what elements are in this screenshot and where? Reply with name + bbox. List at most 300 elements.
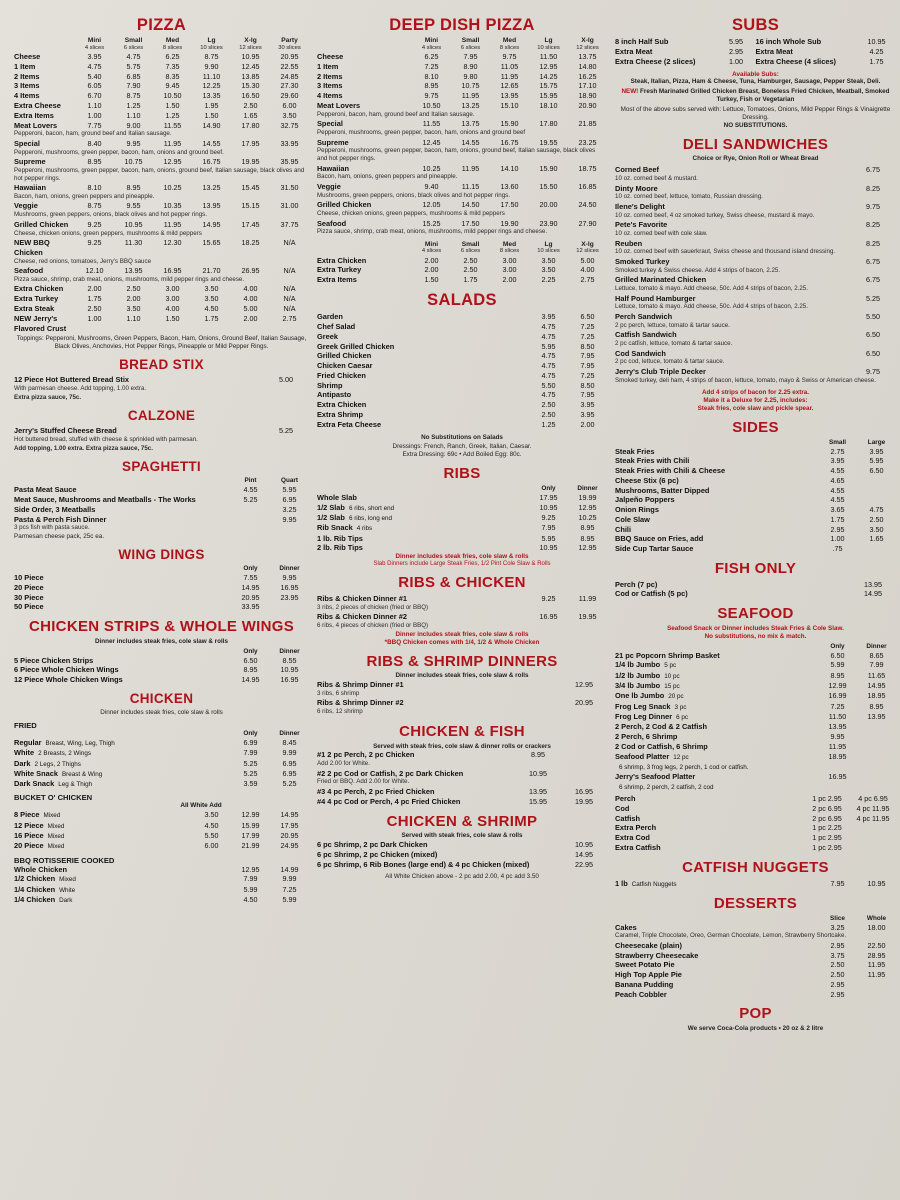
item-price: 19.90	[500, 218, 519, 228]
item-price: 6.75	[866, 256, 880, 266]
header-size: X-lg	[581, 37, 594, 45]
item-price: 17.50	[461, 218, 480, 228]
item-desc: 6 ribs, 12 shrimp	[317, 708, 363, 716]
item-name: Jerry's Stuffed Cheese Bread	[14, 426, 117, 436]
table-row	[14, 810, 309, 820]
item-price: 13.95	[828, 722, 847, 732]
item-name: Extra Cheese (4 slices)	[755, 56, 837, 66]
item-price: 14.55	[461, 137, 480, 147]
item-desc: 3 ribs, 2 pieces of chicken (fried or BBQ)	[317, 603, 429, 611]
item-name: Jalpeño Poppers	[615, 495, 675, 505]
item-desc: Bacon, ham, onions, green peppers and pineapple.	[14, 192, 155, 200]
section-title-pop: POP	[739, 1005, 772, 1023]
table-row	[14, 91, 309, 101]
item-name: 1/4 Chicken Dark	[14, 895, 73, 905]
item-description-row	[317, 210, 607, 219]
salads-note-1: No Substitutions on Salads	[421, 433, 503, 441]
item-name: Catfish Sandwich	[615, 330, 677, 340]
item-price: 13.60	[500, 181, 519, 191]
item-name: Shrimp	[317, 380, 343, 390]
table-row	[14, 769, 309, 779]
item-price: 11.95	[461, 163, 480, 173]
chicken-shrimp-table	[317, 840, 607, 869]
item-price: 2.95	[830, 979, 845, 989]
item-price: 17.80	[539, 119, 558, 129]
item-desc: Pepperoni, bacon, ham, ground beef and Italian sausage.	[317, 110, 475, 118]
table-row	[317, 322, 607, 332]
item-desc: Breast & Wing	[61, 770, 103, 778]
item-price: 1.65	[243, 110, 258, 120]
item-desc: 2 Breasts, 2 Wings	[38, 750, 91, 758]
item-desc: Mixed	[47, 843, 65, 851]
item-name: Extra Shrimp	[317, 409, 364, 419]
ribs-headers	[317, 485, 607, 492]
item-desc: 3 ribs, 6 shrimp	[317, 689, 360, 697]
item-note-row	[14, 445, 309, 454]
item-name	[615, 782, 818, 792]
section-title-ribs-shrimp: RIBS & SHRIMP DINNERS	[366, 652, 558, 670]
item-price: 18.95	[867, 691, 886, 701]
item-price: 13.85	[241, 71, 260, 81]
item-price: 12.65	[500, 81, 519, 91]
item-price: N/A	[283, 294, 296, 304]
item-price: 10.95	[241, 52, 260, 62]
item-name: Greek	[317, 331, 338, 341]
item-price: 6.25	[424, 52, 439, 62]
section-title-calzone: CALZONE	[127, 408, 196, 424]
item-name: Cole Slaw	[615, 514, 650, 524]
item-description-row	[14, 230, 309, 239]
item-price: 10.50	[163, 91, 182, 101]
header-slices: 12 slices	[576, 44, 599, 51]
item-description-row	[615, 340, 896, 349]
item-subnote: Fried or BBQ. Add 2.00 for White.	[317, 778, 410, 786]
table-row	[317, 219, 607, 229]
table-row	[317, 182, 607, 192]
chicken-strips-subtitle: Dinner includes steak fries, cole slaw & rolls	[95, 637, 228, 645]
table-row	[615, 742, 896, 752]
item-price: 1.25	[126, 101, 141, 110]
item-price: 3.95	[580, 409, 595, 419]
item-desc: Pepperoni, mushrooms, green pepper, bacon, ham, onions and ground beef.	[14, 148, 224, 156]
item-name: Fried Chicken	[317, 370, 366, 380]
item-price: 8.75	[204, 52, 219, 62]
item-name: Ribs & Chicken Dinner #1	[317, 594, 407, 604]
item-price: 3.00	[502, 255, 517, 265]
item-price: 9.25	[87, 238, 102, 248]
chicken-fish-subtitle: Served with steak fries, cole slaw & dinner rolls or crackers	[373, 742, 551, 750]
table-row	[14, 375, 309, 385]
table-row	[615, 466, 896, 476]
item-price	[857, 980, 896, 990]
item-name: NEW BBQ Chicken	[14, 238, 50, 257]
header-small: Small	[828, 438, 847, 446]
header-size: Small	[124, 37, 143, 45]
item-price: 23.25	[578, 137, 597, 147]
section-title-seafood: SEAFOOD	[717, 605, 794, 623]
header-large: Large	[867, 438, 886, 446]
item-price: 8.95	[580, 523, 595, 533]
item-price	[857, 752, 896, 762]
table-row	[14, 675, 309, 685]
item-name	[615, 762, 818, 772]
item-price: 5.40	[87, 71, 102, 81]
section-title-ribs: RIBS	[443, 465, 481, 483]
table-row	[615, 220, 896, 230]
item-price: 17.10	[578, 81, 597, 91]
item-price: 24.50	[578, 200, 597, 210]
item-name: Veggie	[14, 201, 38, 211]
table-row	[14, 81, 309, 91]
table-row	[615, 47, 896, 57]
item-price	[857, 772, 896, 782]
table-row	[317, 52, 607, 62]
item-name: 1/4 Chicken White	[14, 884, 76, 894]
item-price	[857, 990, 896, 1000]
item-price: 9.95	[830, 731, 845, 741]
item-price: 6.95	[282, 758, 297, 768]
item-price: 7.90	[126, 81, 141, 91]
item-desc: 6 ribs, 4 pieces of chicken (fried or BBQ)	[317, 622, 429, 630]
table-row	[14, 62, 309, 72]
item-name: 8 Piece Mixed	[14, 810, 61, 820]
table-row	[615, 782, 896, 792]
item-name: Steak Fries with Chili & Cheese	[615, 466, 726, 476]
header-slices: 4 slices	[421, 44, 442, 51]
item-price: 11.15	[461, 181, 480, 191]
seafood-headers	[615, 643, 896, 650]
table-row	[615, 951, 896, 961]
item-price: 3.95	[830, 456, 845, 466]
deep-dish-extras-table	[317, 256, 607, 285]
item-price: 16.99	[828, 691, 847, 701]
item-price	[857, 732, 896, 742]
item-name: 2 Items	[14, 71, 40, 81]
item-price: 26.95	[241, 266, 260, 276]
item-price: 15.95	[539, 91, 558, 101]
item-price: 7.99	[869, 660, 884, 670]
item-desc: 10 pc	[664, 672, 680, 680]
item-name: Extra Perch	[615, 823, 657, 833]
item-desc: Breast, Wing, Leg, Thigh	[45, 739, 115, 747]
item-price: 4.75	[869, 505, 884, 515]
item-description-row	[317, 604, 607, 613]
header-only: Only	[243, 729, 258, 737]
item-price: 3.50	[204, 284, 219, 294]
item-name: 6 pc Shrimp, 6 Rib Bones (large end) & 4 pc Chicken (mixed)	[317, 859, 530, 869]
table-row	[317, 72, 607, 82]
item-name: Cheesecake (plain)	[615, 940, 682, 950]
item-desc: 12 pc	[673, 753, 689, 761]
item-price: N/A	[283, 284, 296, 294]
salads-table	[317, 312, 607, 429]
item-price: 7.25	[580, 322, 595, 332]
table-row	[317, 200, 607, 210]
table-row	[14, 583, 309, 593]
item-price: 7.55	[243, 572, 258, 582]
item-name: Extra Items	[14, 110, 54, 120]
item-price: 8.35	[165, 71, 180, 81]
chicken-fried-label: FRIED	[14, 720, 37, 730]
item-price: 4.55	[243, 485, 258, 495]
item-price: 7.95	[830, 878, 845, 888]
item-price: 27.90	[578, 218, 597, 228]
item-price: 11.10	[202, 71, 221, 81]
item-price: 7.75	[87, 120, 102, 130]
item-price: 12.05	[422, 200, 441, 210]
table-row	[615, 823, 896, 833]
item-desc: Mixed	[43, 812, 61, 820]
item-price: 18.75	[578, 163, 597, 173]
item-price: 7.99	[243, 874, 258, 884]
item-price: 8.75	[87, 201, 102, 211]
item-price: 1.75	[87, 294, 102, 304]
item-price: 5.50	[204, 831, 219, 841]
deep-dish-extra-headers	[317, 241, 607, 255]
item-price: 15.75	[539, 81, 558, 91]
item-name: Smoked Turkey	[615, 256, 670, 266]
item-price: 15.50	[539, 181, 558, 191]
item-name: Hawaiian	[14, 183, 47, 193]
item-price: 14.95	[241, 582, 260, 592]
item-price: 23.90	[539, 218, 558, 228]
item-price: 8.25	[866, 183, 880, 193]
item-desc: Pepperoni, bacon, ham, ground beef and Italian sausage.	[14, 130, 172, 138]
item-name: 3 Items	[14, 81, 40, 91]
subs-new-label: NEW!	[621, 88, 639, 96]
menu-column-center	[317, 10, 607, 1192]
item-price: 19.95	[575, 796, 593, 806]
table-row	[317, 850, 607, 860]
item-desc: Hot buttered bread, stuffed with cheese & sprinkled with parmesan.	[14, 436, 198, 444]
item-price: 9.00	[126, 120, 141, 130]
item-description-row	[615, 212, 896, 221]
item-name: White Snack Breast & Wing	[14, 768, 103, 778]
section-title-catfish-nuggets: CATFISH NUGGETS	[682, 858, 829, 876]
item-price: 4.50	[204, 820, 219, 830]
table-row	[615, 732, 896, 742]
table-row	[317, 698, 607, 708]
item-price: 13.95	[529, 787, 547, 797]
item-name: Extra Cheese	[14, 101, 61, 110]
item-price: 6.50	[866, 330, 880, 340]
chicken-fried-table	[14, 738, 309, 789]
calzone-table	[14, 426, 309, 453]
item-name: 4 Items	[14, 91, 40, 101]
item-price: 18.95	[828, 751, 847, 761]
item-name: Frog Leg Snack 3 pc	[615, 701, 687, 711]
ribs-table	[317, 493, 607, 553]
item-price: 15.10	[500, 101, 519, 110]
item-price: 13.35	[202, 91, 221, 101]
table-row	[14, 779, 309, 789]
item-price: 13.25	[202, 183, 221, 193]
item-price: 37.75	[280, 219, 299, 229]
spaghetti-headers	[14, 477, 309, 484]
item-price: 35.95	[280, 157, 299, 167]
header-slices: 8 slices	[499, 248, 520, 255]
item-name: Extra Cod	[615, 833, 650, 843]
item-price: 6.05	[87, 81, 102, 91]
item-name: Extra Items	[317, 275, 357, 285]
item-price: 6.70	[87, 91, 102, 101]
item-price: 13.95	[124, 266, 143, 276]
item-price: 11.99	[578, 594, 597, 604]
item-name: Grilled Marinated Chicken	[615, 275, 707, 285]
item-price: 14.95	[202, 219, 221, 229]
item-price: N/A	[283, 304, 296, 314]
item-price: 7.25	[424, 61, 439, 71]
item-price: 11.95	[828, 741, 847, 751]
item-price: 4.75	[541, 351, 556, 361]
table-row	[615, 447, 896, 457]
item-price: 9.55	[126, 201, 141, 211]
item-price: 13.75	[461, 119, 480, 129]
section-title-chicken-strips: CHICKEN STRIPS & WHOLE WINGS	[28, 618, 295, 636]
item-name: Grilled Chicken	[317, 351, 372, 361]
table-row	[14, 266, 309, 276]
item-name: 2 Perch, 2 Cod & 2 Catfish	[615, 722, 707, 732]
chicken-strips-table	[14, 656, 309, 685]
header-slices: 4 slices	[421, 248, 442, 255]
item-price: 5.95	[282, 485, 297, 495]
item-price: 3.00	[165, 284, 180, 294]
table-row	[14, 515, 309, 525]
table-row	[14, 885, 309, 895]
header-only: Only	[243, 647, 258, 655]
item-price: 1.00	[830, 534, 845, 544]
item-price: 5.25	[866, 293, 880, 303]
item-price: 3.00	[165, 294, 180, 304]
deli-note-1: Add 4 strips of bacon for 2.25 extra.	[701, 389, 810, 397]
sides-headers	[615, 439, 896, 446]
item-name: Steak Fries with Chili	[615, 456, 690, 466]
item-price: 14.80	[578, 61, 597, 71]
table-row	[14, 201, 309, 211]
item-price: 8.65	[869, 650, 884, 660]
table-row	[14, 157, 309, 167]
item-desc: 3 pcs fish with pasta sauce.	[14, 524, 90, 532]
section-title-bread-stix: BREAD STIX	[119, 357, 204, 373]
item-price: 5.99	[830, 660, 845, 670]
item-name: 12 Piece Hot Buttered Bread Stix	[14, 375, 130, 385]
item-name: Antipasto	[317, 390, 352, 400]
item-price: 16.95	[163, 266, 182, 276]
header-whole: Whole	[866, 914, 887, 922]
item-name: Pasta & Perch Fish Dinner	[14, 514, 107, 524]
item-description-row	[615, 230, 896, 239]
item-price: N/A	[283, 238, 296, 248]
item-price: 2.95	[830, 940, 845, 950]
item-price: 21.99	[241, 841, 260, 851]
item-name: 1 lb. Rib Tips	[317, 533, 363, 543]
item-price: 33.95	[241, 602, 260, 612]
item-price: 10.95	[280, 665, 299, 675]
item-desc: 3 pc	[674, 703, 687, 711]
table-row	[14, 748, 309, 758]
table-row	[615, 990, 896, 1000]
table-row	[14, 602, 309, 612]
item-price: 8.25	[866, 220, 880, 230]
item-price: 2.50	[463, 255, 478, 265]
item-price: 9.99	[282, 874, 297, 884]
section-title-sides: SIDES	[732, 418, 779, 436]
item-price: 12.95	[575, 680, 593, 690]
item-price: 5.25	[243, 768, 258, 778]
item-price: 5.25	[282, 779, 297, 789]
item-price: 2.95	[830, 989, 845, 999]
item-price: 7.25	[580, 370, 595, 380]
item-name: Seafood	[14, 266, 44, 276]
table-row	[317, 787, 607, 797]
item-price: 12.95	[163, 157, 182, 167]
header-blank	[231, 802, 270, 809]
item-price: 11.95	[867, 960, 886, 970]
header-slices: 6 slices	[460, 248, 481, 255]
table-row	[615, 772, 896, 782]
item-name: #3 4 pc Perch, 2 pc Fried Chicken	[317, 787, 435, 797]
item-name: 6 pc Shrimp, 2 pc Dark Chicken	[317, 840, 428, 850]
item-desc: Smoked turkey, deli ham, 4 strips of bacon, lettuce, tomato, mayo & Swiss or American cheese.	[615, 376, 876, 384]
subs-note-2: NO SUBSTITUTIONS.	[723, 121, 788, 129]
table-row	[14, 426, 309, 436]
item-price: 17.99	[241, 831, 260, 841]
item-description-row	[14, 276, 309, 285]
item-price: 8.75	[126, 91, 141, 101]
table-row	[317, 769, 607, 779]
item-name: Jerry's Seafood Platter	[615, 772, 696, 782]
item-name: 1/4 lb Jumbo 5 pc	[615, 660, 677, 670]
item-desc: 2 pc cod, lettuce, tomato & tartar sauce.	[615, 358, 725, 366]
table-row	[615, 515, 896, 525]
item-name: Garden	[317, 312, 343, 322]
item-name: 1/2 Chicken Mixed	[14, 874, 76, 884]
seafood-table	[615, 651, 896, 793]
table-row	[615, 651, 896, 661]
item-price: 8.95	[869, 701, 884, 711]
table-row	[317, 332, 607, 342]
item-name: 1/2 lb Jumbo 10 pc	[615, 670, 680, 680]
item-description-row	[615, 285, 896, 294]
item-desc: 15 pc	[664, 683, 680, 691]
item-name: Hawaiian	[317, 163, 350, 173]
item-price: 16.95	[575, 787, 593, 797]
item-subnote: Add 2.00 for White.	[317, 760, 370, 768]
item-name: Whole Slab	[317, 492, 357, 502]
item-description-row	[14, 436, 309, 445]
table-row	[615, 589, 896, 599]
item-price: 24.85	[280, 71, 299, 81]
item-name: Extra Chicken	[317, 400, 367, 410]
item-price: 12.45	[241, 61, 260, 71]
item-desc: Mixed	[47, 833, 65, 841]
item-price: 2.95	[830, 524, 845, 534]
item-price: 4.50	[204, 304, 219, 314]
chicken-bbq-label: BBQ ROTISSERIE COOKED	[14, 855, 115, 865]
table-row	[14, 841, 309, 851]
item-price: 11.95	[461, 91, 480, 101]
item-desc: 10 oz. corned beef with cole slaw.	[615, 229, 708, 237]
table-row	[317, 256, 607, 266]
spaghetti-note: Parmesan cheese pack, 25c ea.	[14, 532, 104, 540]
table-row	[615, 57, 896, 67]
chicken-subtitle: Dinner includes steak fries, cole slaw & rolls	[100, 709, 223, 717]
item-price: 11.95	[500, 71, 519, 81]
item-price: 10.25	[422, 163, 441, 173]
item-price: 7.95	[580, 390, 595, 400]
item-price: 8.95	[580, 533, 595, 543]
item-desc: Mixed	[59, 876, 76, 884]
